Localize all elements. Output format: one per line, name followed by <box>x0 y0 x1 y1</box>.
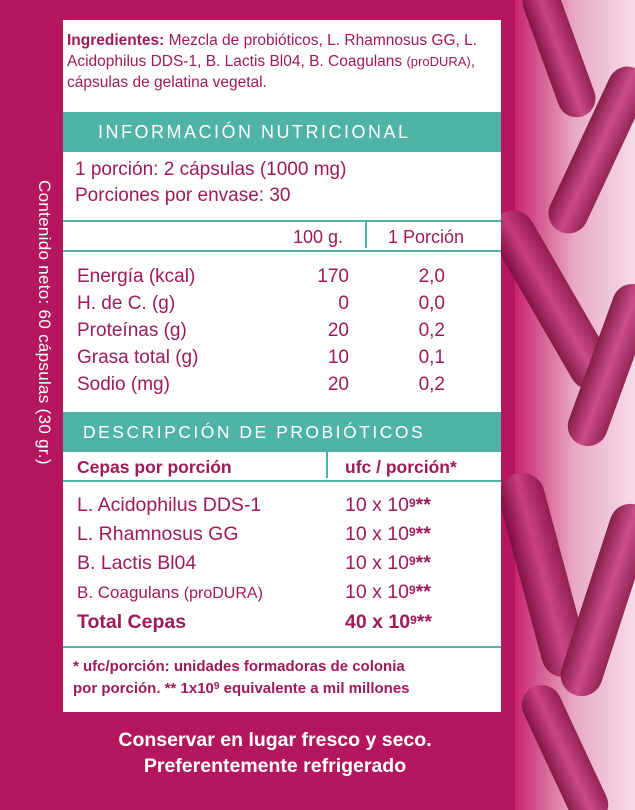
col-divider <box>326 452 328 478</box>
strain-ufc: 10 x $10^9**$ <box>345 494 431 516</box>
probiotic-row <box>77 549 497 578</box>
col-header-portion: 1 Porción <box>388 227 465 247</box>
probiotic-total-row <box>77 608 497 637</box>
nutrition-row <box>77 344 497 371</box>
divider <box>63 480 501 482</box>
col-header-strains: Cepas por porción <box>77 457 232 477</box>
ingredients-label: Ingredientes: <box>67 32 165 49</box>
nutrition-row <box>77 263 497 290</box>
ingredients-trademark: (proDURA) <box>406 54 471 69</box>
ingredients-part2: , cápsulas de gelatina vegetal. <box>67 53 476 91</box>
strain-ufc: 10 x $10^9**$ <box>345 523 431 545</box>
nutrient-per-portion: 0,2 <box>418 374 445 395</box>
probiotic-row <box>77 491 497 520</box>
strain-name: B. Coagulans (proDURA) <box>77 583 263 602</box>
nutrient-per100: 10 <box>327 347 349 368</box>
total-ufc: 40 x $10^9**$ <box>345 611 432 633</box>
nutrition-header: INFORMACIÓN NUTRICIONAL <box>63 112 501 152</box>
nutrition-row <box>77 371 497 398</box>
probiotic-row <box>77 578 497 608</box>
nutrient-label: Proteínas (g) <box>77 320 187 341</box>
nutrient-label: Sodio (mg) <box>77 374 170 395</box>
nutrition-row <box>77 290 497 317</box>
nutrient-label: Grasa total (g) <box>77 347 199 368</box>
footnote-line2: por porción. ** $1x10^9$ equivalente a mil millones <box>73 680 410 697</box>
portion-line: 1 porción: 2 cápsulas (1000 mg) <box>75 159 347 180</box>
ingredients-part1: Mezcla de probióticos, L. Rhamnosus GG, L. Acidophilus DDS-1, B. Lactis Bl04, B. Coagulans <box>67 32 478 70</box>
nutrition-table <box>77 263 497 398</box>
strain-ufc: 10 x $10^9**$ <box>345 552 431 574</box>
storage-line1: Conservar en lugar fresco y seco. <box>118 729 432 751</box>
footnote-line1: * ufc/porción: unidades formadoras de colonia <box>73 658 405 675</box>
divider <box>63 220 501 222</box>
footnote <box>73 656 493 700</box>
col-header-100g: 100 g. <box>293 227 344 247</box>
ingredients-text <box>67 30 499 93</box>
storage-instructions <box>0 727 550 779</box>
nutrient-per100: 20 <box>327 374 349 395</box>
storage-line2: Preferentemente refrigerado <box>143 755 407 777</box>
nutrient-label: H. de C. (g) <box>77 293 176 314</box>
strain-name: L. Rhamnosus GG <box>77 523 239 545</box>
nutrient-per-portion: 0,2 <box>418 320 445 341</box>
total-label: Total Cepas <box>77 611 187 633</box>
nutrient-per-portion: 0,1 <box>418 347 445 368</box>
probiotics-table <box>77 491 497 637</box>
nutrient-per100: 20 <box>327 320 349 341</box>
probiotics-header: DESCRIPCIÓN DE PROBIÓTICOS <box>63 412 501 452</box>
nutrient-per-portion: 0,0 <box>418 293 445 314</box>
strain-name: L. Acidophilus DDS-1 <box>77 494 262 516</box>
strain-name: B. Lactis Bl04 <box>77 552 197 574</box>
servings-line: Porciones por envase: 30 <box>75 185 291 206</box>
nutrient-label: Energía (kcal) <box>77 266 196 287</box>
net-content-label: Contenido neto: 60 cápsulas (30 gr.) <box>35 180 54 465</box>
divider <box>63 250 501 252</box>
nutrient-per100: 0 <box>338 293 349 314</box>
strain-ufc: 10 x $10^9**$ <box>345 581 431 603</box>
portion-info <box>75 157 346 209</box>
nutrient-per-portion: 2,0 <box>418 266 445 287</box>
probiotic-row <box>77 520 497 549</box>
nutrient-per100: 170 <box>317 266 349 287</box>
col-divider <box>365 222 367 248</box>
nutrition-row <box>77 317 497 344</box>
divider <box>63 646 501 648</box>
nutrition-panel <box>63 20 501 712</box>
col-header-ufc: ufc / porción* <box>345 457 457 477</box>
